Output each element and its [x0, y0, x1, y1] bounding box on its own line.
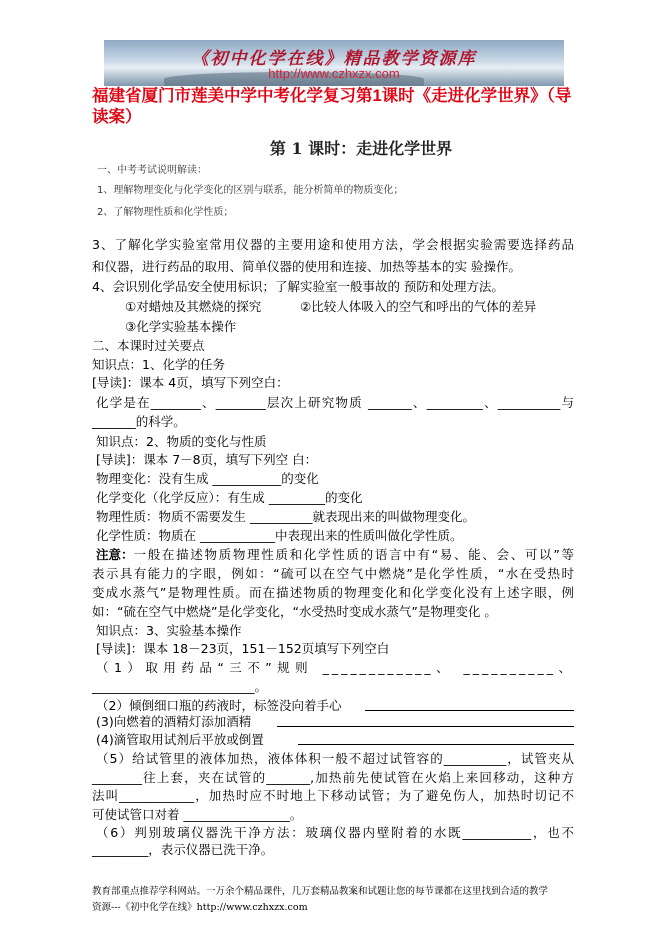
note-line — [96, 547, 574, 563]
text-line: 化学是在________、________层次上研究物质 _______、_________、__________与 — [96, 395, 574, 410]
knowledge-point: 知识点：3、实验基本操作 — [96, 623, 242, 638]
rule-line — [96, 732, 574, 748]
guide-line: [导读]：课本 7－8页，填写下列空 白： — [96, 452, 318, 467]
footer-line: 教育部重点推荐学科网站。一万余个精品课件，几万套精品教案和试题让您的每节课都在这里找到合适的教学 — [92, 886, 549, 897]
lesson-heading: 第 1 课时：走进化学世界 — [269, 139, 453, 158]
site-banner — [104, 40, 564, 86]
rule-line — [96, 714, 574, 730]
text-line: 如：“硫在空气中燃烧”是化学变化，“水受热时变成水蒸气”是物理变化 。 — [92, 604, 497, 619]
text-line: （5）给试管里的液体加热，液体体积一般不超过试管容的__________，试管夹从 — [96, 751, 574, 766]
topic-item: ②比较人体吸入的空气和呼出的气体的差异 — [300, 299, 537, 314]
answer-blank[interactable] — [298, 732, 574, 745]
text-line: （1）取用药品“三不”规则 ____________、 __________、 — [96, 660, 574, 675]
text-line: （6）判别玻璃仪器洗干净方法：玻璃仪器内壁附着的水既___________，也不 — [96, 825, 574, 840]
topic-item: ③化学实验基本操作 — [125, 319, 237, 334]
exam-item: 1、理解物理变化与化学变化的区别与联系，能分析简单的物质变化； — [97, 185, 404, 196]
text-line: 可使试管口对着 _________________。 — [92, 807, 303, 822]
text-line: 法叫____________，加热时应不时地上下移动试管；为了避免伤人，加热时切记不 — [92, 788, 574, 803]
text-line: 表示具有能力的字眼，例如：“硫可以在空气中燃烧”是化学性质，“水在受热时 — [92, 566, 574, 581]
banner-title: 《初中化学在线》精品教学资源库 — [191, 49, 477, 69]
text-line: 物理变化：没有生成 ___________的变化 — [96, 471, 319, 486]
knowledge-point: 知识点：2、物质的变化与性质 — [96, 434, 267, 449]
rule-text: (3)向燃着的酒精灯添加酒精 — [96, 714, 252, 729]
document-title: 福建省厦门市莲美中学中考化学复习第1课时《走进化学世界》（导读案） — [92, 87, 572, 126]
section-heading: 二、本课时过关要点 — [92, 338, 205, 353]
rule-line — [96, 698, 574, 714]
knowledge-point: 知识点：1、化学的任务 — [92, 357, 225, 372]
note-text: 一般在描述物质物理性质和化学性质的语言中有“易、能、会、可以”等 — [133, 547, 574, 562]
text-line: 化学变化（化学反应）：有生成 _________的变化 — [96, 490, 363, 505]
text-line: _______的科学。 — [92, 414, 186, 429]
text-line: __________________________。 — [92, 679, 268, 694]
text-line: ________往上套，夹在试管的_______,加热前先使试管在火焰上来回移动，这种方 — [92, 770, 574, 785]
answer-blank[interactable] — [277, 714, 574, 727]
answer-blank[interactable] — [365, 698, 574, 711]
text-line: 和仪器，进行药品的取用、简单仪器的使用和连接、加热等基本的实 验操作。 — [92, 259, 521, 274]
text-line: 变成水蒸气”是物理性质。而在描述物质的物理变化和化学变化没有上述字眼，例 — [92, 585, 574, 600]
note-label: 注意： — [96, 547, 134, 562]
text-line: 物理性质：物质不需要发生 __________就表现出来的叫做物理变化。 — [96, 509, 475, 524]
topic-item: ①对蜡烛及其燃烧的探究 — [125, 299, 262, 314]
guide-line: [导读]：课本 4页，填写下列空白： — [92, 375, 289, 390]
text-line: 4、会识别化学品安全使用标识；了解实验室一般事故的 预防和处理方法。 — [92, 279, 504, 294]
footer-line: 资源---《初中化学在线》http://www.czhxzx.com — [92, 902, 308, 913]
text-line: 3、了解化学实验室常用仪器的主要用途和使用方法，学会根据实验需要选择药品 — [92, 237, 574, 252]
text-line: 化学性质：物质在 ____________中表现出来的性质叫做化学性质。 — [96, 528, 463, 543]
rule-text: （2）倾倒细口瓶的药液时，标签没向着手心 — [96, 698, 342, 713]
text-line: _________，表示仪器已洗干净。 — [92, 842, 274, 857]
guide-line: [导读]：课本 18－23页，151－152页填写下列空白 — [96, 641, 390, 656]
exam-heading: 一、中考考试说明解读： — [97, 165, 207, 176]
exam-item: 2、了解物理性质和化学性质； — [97, 207, 234, 218]
banner-url[interactable]: http://www.czhxzx.com — [268, 66, 400, 81]
rule-text: (4)滴管取用试剂后平放或倒置 — [96, 732, 264, 747]
